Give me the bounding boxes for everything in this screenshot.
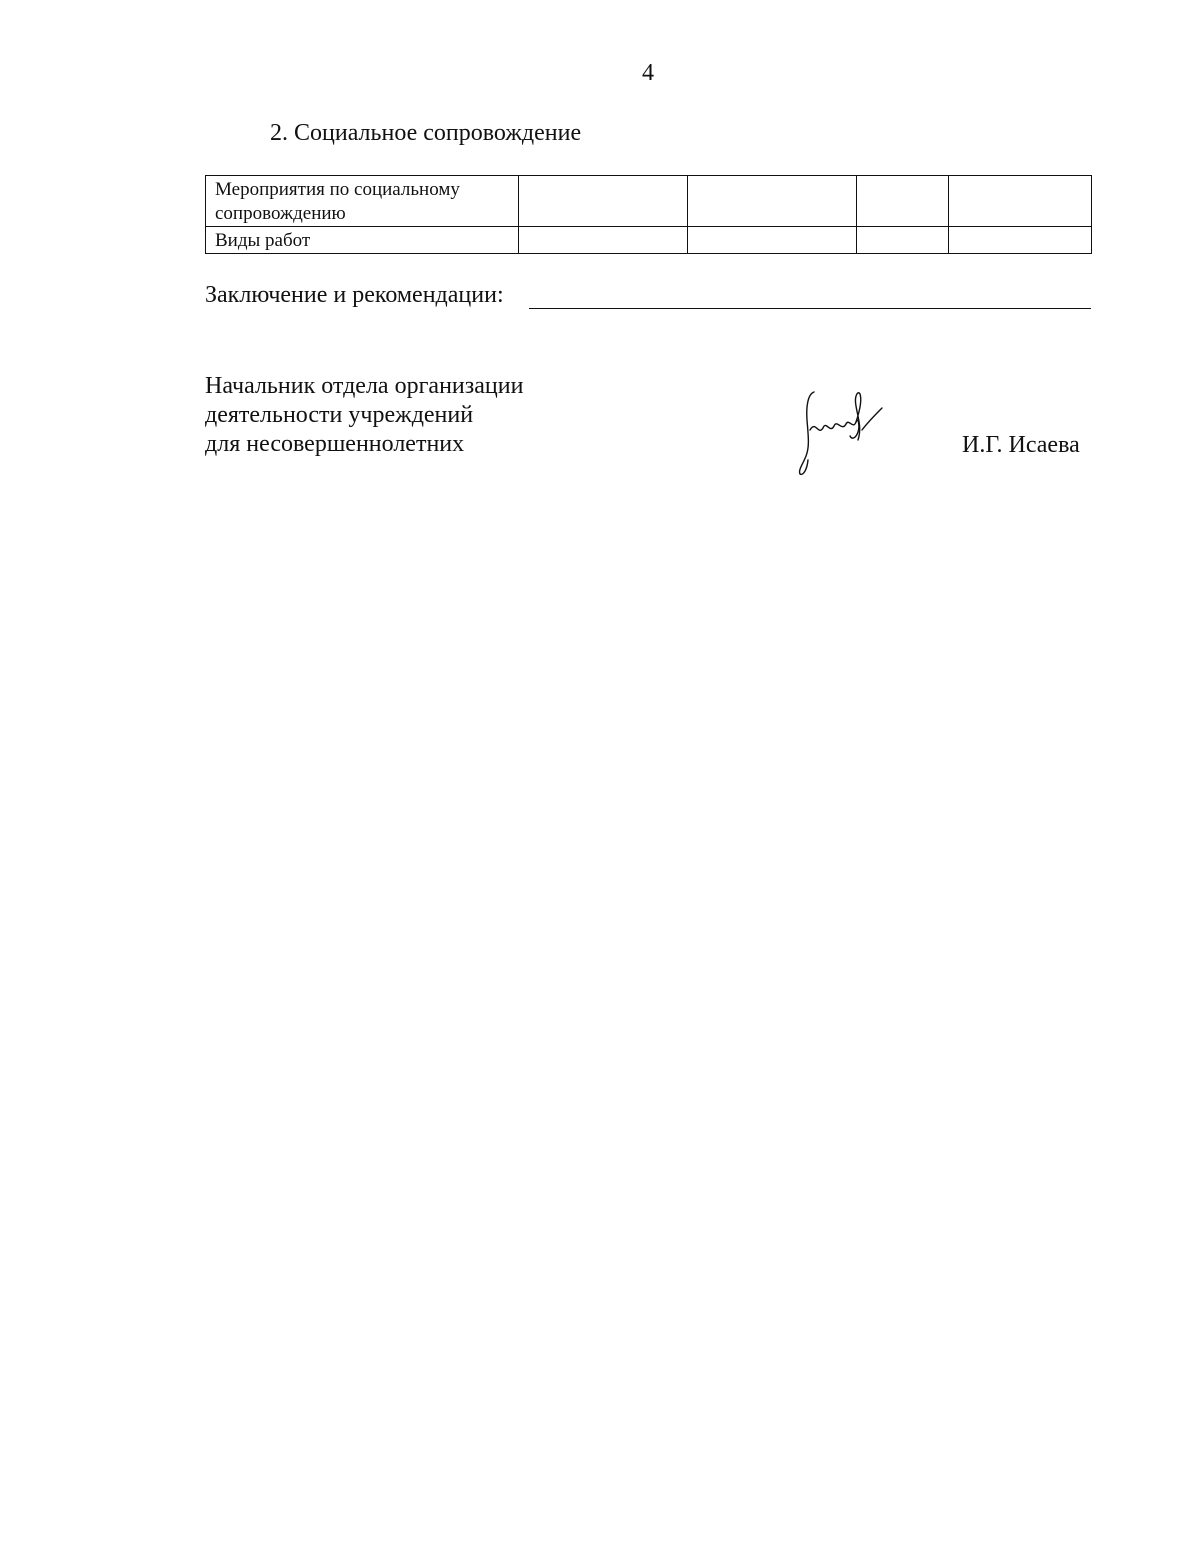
handwritten-signature — [790, 386, 890, 476]
signer-position — [205, 372, 523, 459]
table-cell — [519, 227, 688, 254]
social-support-table — [205, 175, 1092, 254]
conclusion-blank-line — [529, 308, 1091, 309]
position-line: деятельности учреждений — [205, 402, 474, 428]
signer-name: И.Г. Исаева — [962, 432, 1080, 458]
table-cell-label: Мероприятия по социальному сопровождению — [206, 176, 519, 227]
table-row — [206, 227, 1092, 254]
position-line: Начальник отдела организации — [205, 373, 524, 399]
table-cell — [688, 227, 857, 254]
page-number: 4 — [642, 60, 654, 86]
table-cell — [949, 176, 1092, 227]
table-cell — [519, 176, 688, 227]
table-cell — [688, 176, 857, 227]
table-row — [206, 176, 1092, 227]
table-cell — [857, 176, 949, 227]
table-cell — [857, 227, 949, 254]
table-cell — [949, 227, 1092, 254]
conclusion-label: Заключение и рекомендации: — [205, 282, 504, 308]
section-title: 2. Социальное сопровождение — [270, 120, 582, 146]
position-line: для несовершеннолетних — [205, 431, 465, 457]
table-cell-label: Виды работ — [206, 227, 519, 254]
